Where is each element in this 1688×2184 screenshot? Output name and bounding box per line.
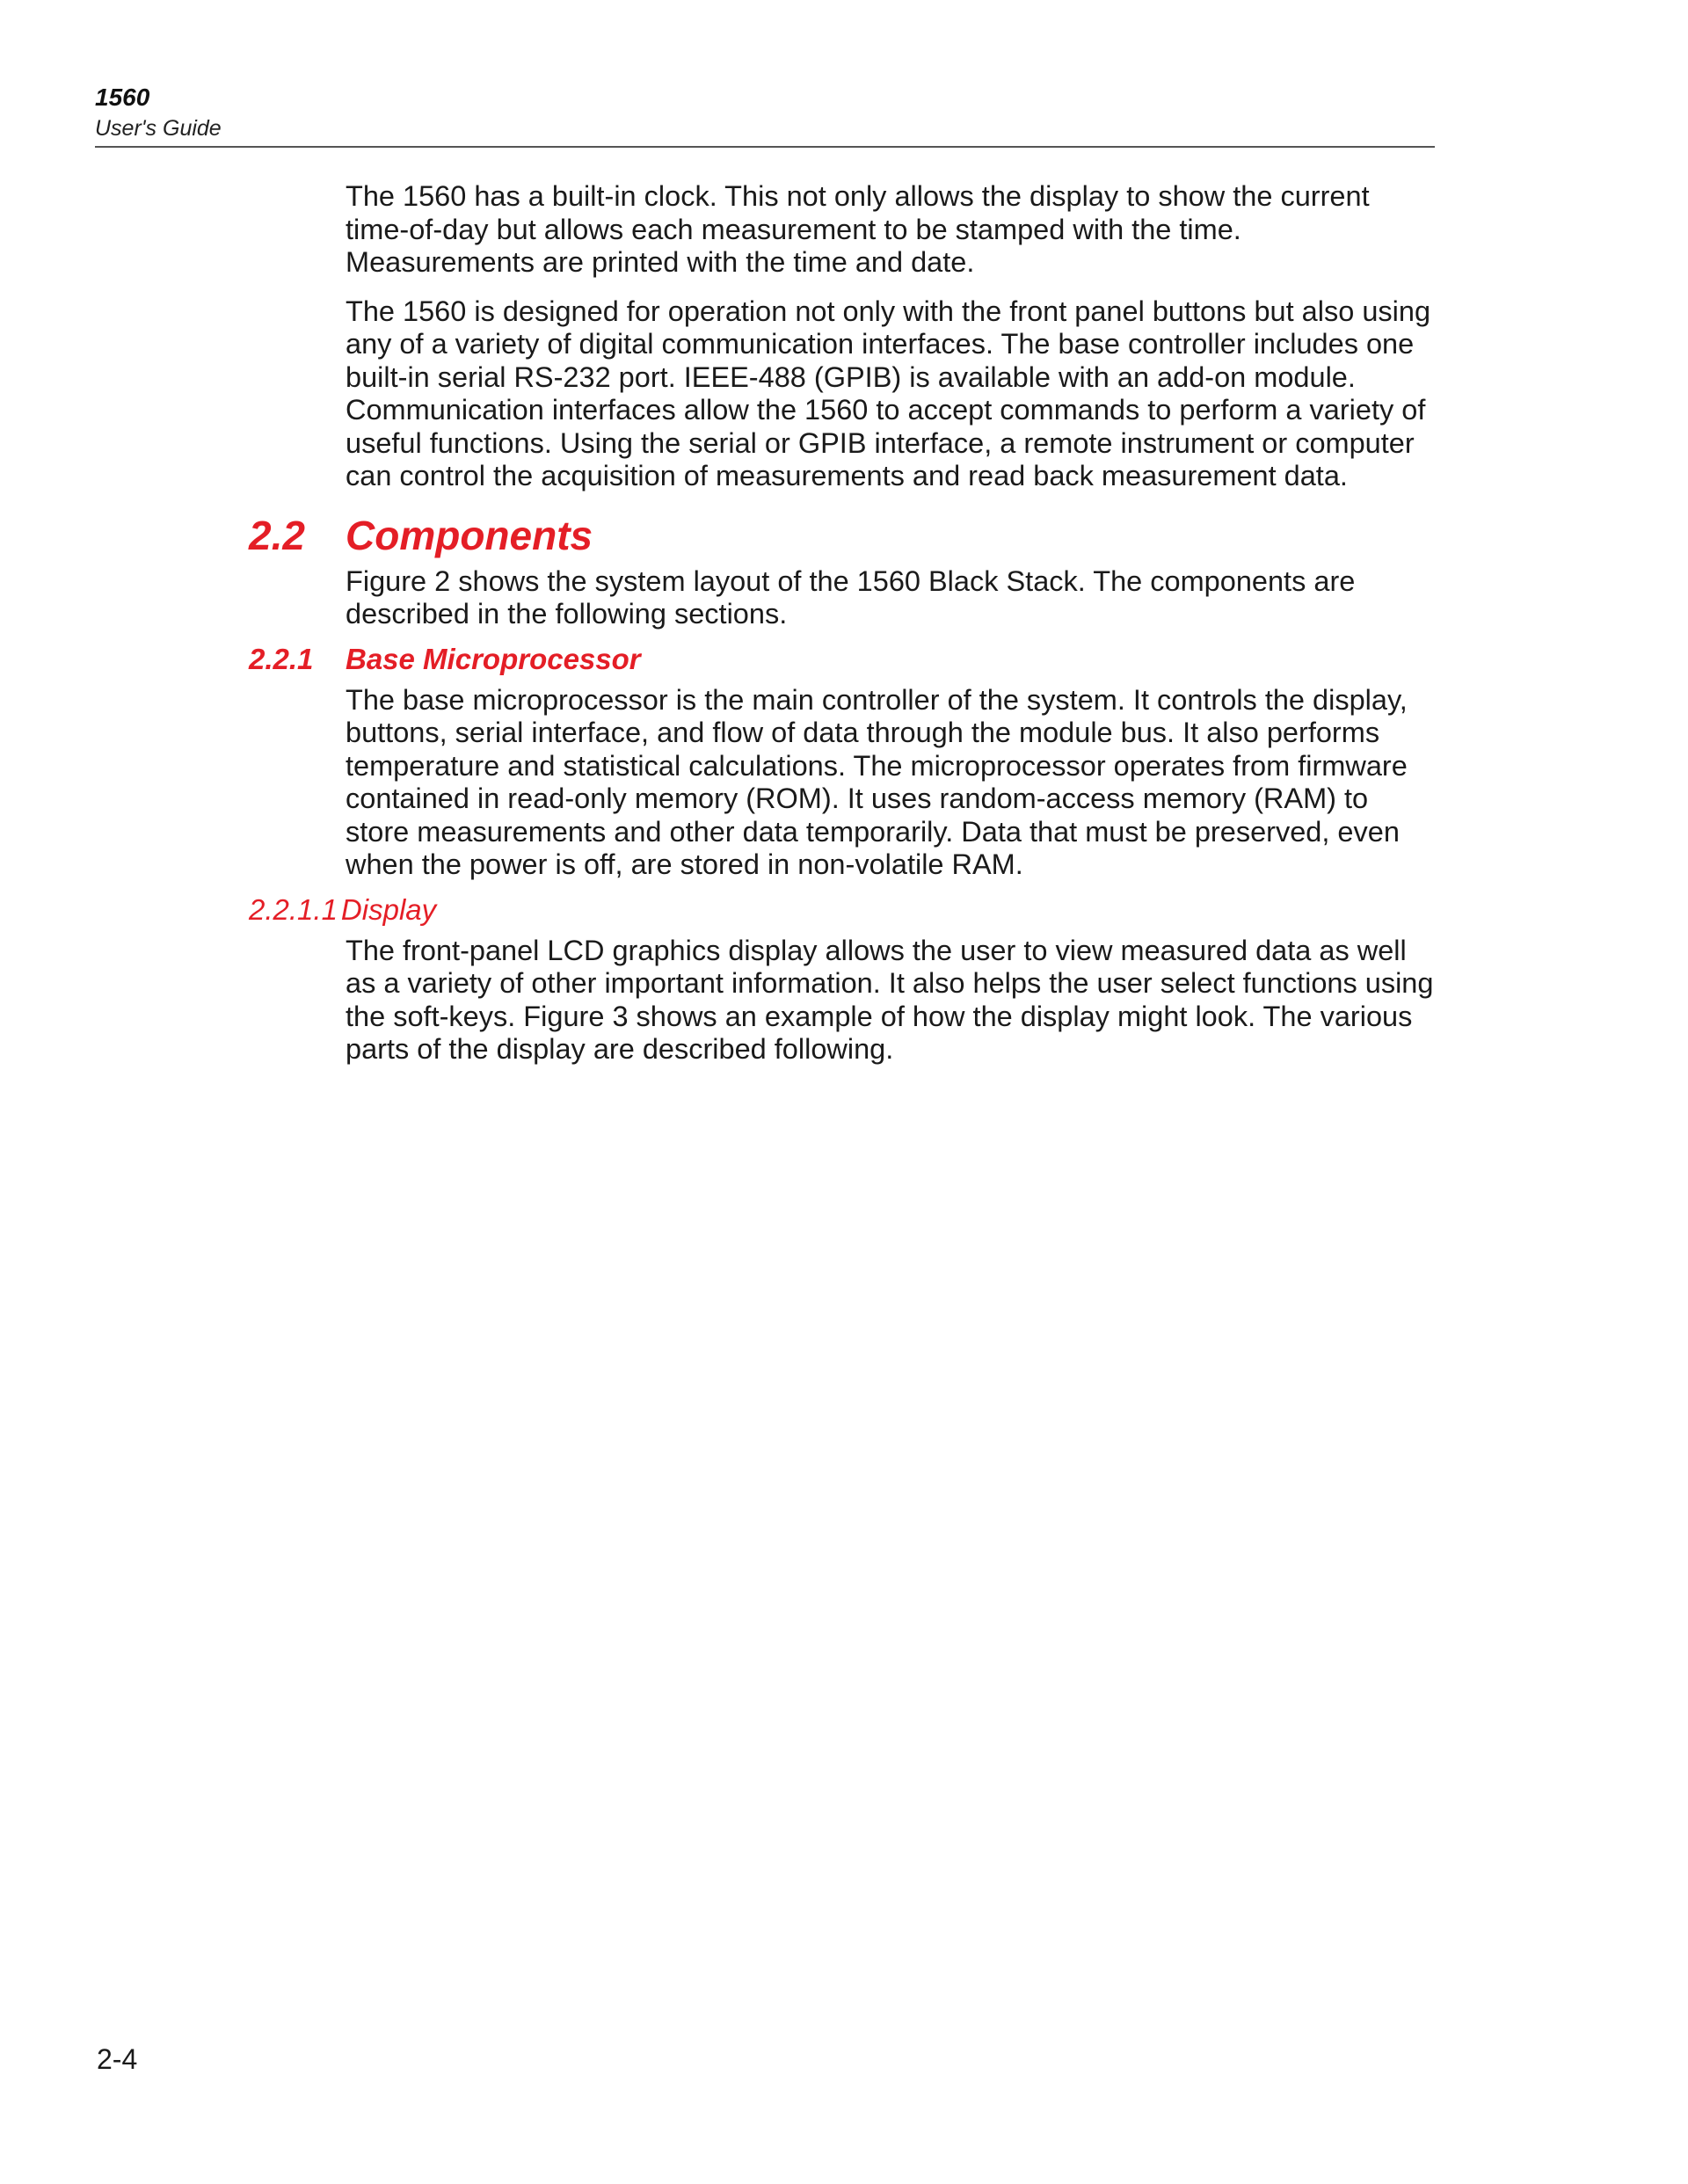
paragraph-clock: The 1560 has a built-in clock. This not only allows the display to show the current time-of-day but allows each measurement to be stamped with the time. Measurements are printed with the time and date. — [346, 180, 1370, 278]
paragraph-components: Figure 2 shows the system layout of the 1560 Black Stack. The components are described in the following sections. — [346, 564, 1356, 630]
section-heading-base-microprocessor — [249, 640, 1688, 679]
page-number: 2-4 — [97, 2043, 138, 2075]
section-number: 2.2 — [249, 512, 305, 558]
section-title: Display — [340, 892, 437, 926]
paragraph-display: The front-panel LCD graphics display allows the user to view measured data as well as a variety of other important information. It also helps the user select functions using the soft-keys. Figure 3 shows an example of how the display might look. The various parts of the display are described following. — [346, 934, 1434, 1065]
paragraph-base-microprocessor: The base microprocessor is the main controller of the system. It controls the display, buttons, serial interface, and flow of data through the module bus. It also performs temperature and statistical calculations. The microprocessor operates from firmware contained in read-only memory (ROM). It uses random-access memory (RAM) to store measurements and other data temporarily. Data that must be preserved, even when the power is off, are stored in non-volatile RAM. — [346, 683, 1408, 880]
section-heading-components — [249, 509, 1688, 562]
document-title: 1560 — [95, 84, 150, 111]
section-number: 2.2.1 — [249, 642, 314, 675]
section-heading-display — [249, 891, 1688, 929]
page-content — [0, 180, 1688, 1082]
page-header — [95, 81, 1435, 148]
document-subtitle: User's Guide — [95, 116, 222, 141]
paragraph-interfaces: The 1560 is designed for operation not only with the front panel buttons but also using any of a variety of digital communication interfaces. The base controller includes one built-in serial RS-232 port. IEEE-488 (GPIB) is available with an add-on module. Communication interfaces allow the 1560 to accept commands to perform a variety of useful functions. Using the serial or GPIB interface, a remote instrument or computer can control the acquisition of measurements and read back measurement data. — [346, 295, 1431, 491]
section-title: Components — [346, 512, 593, 558]
section-title: Base Microprocessor — [346, 642, 641, 675]
section-number: 2.2.1.1 — [249, 892, 338, 926]
